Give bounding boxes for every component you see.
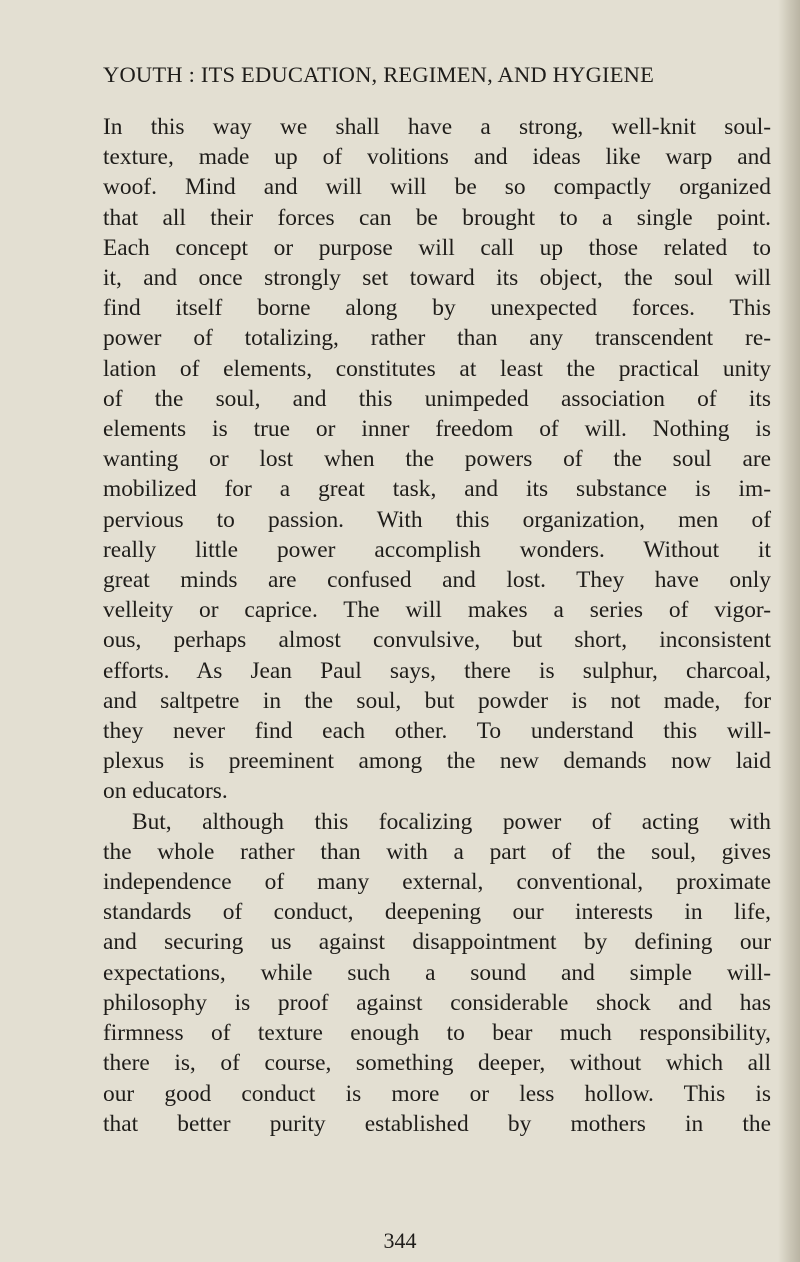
running-head: YOUTH : ITS EDUCATION, REGIMEN, AND HYGIENE: [103, 62, 655, 87]
text-line: of the soul, and this unimpeded association of its: [103, 385, 771, 412]
text-line: ous, perhaps almost convulsive, but short, inconsistent: [103, 627, 771, 654]
text-line: they never find each other. To understand this will-: [103, 718, 771, 745]
text-line: woof. Mind and will will be so compactly organized: [103, 174, 771, 201]
text-line: that better purity established by mothers in the: [103, 1110, 771, 1137]
text-line: In this way we shall have a strong, well-knit soul-: [103, 114, 771, 140]
text-line: mobilized for a great task, and its substance is im-: [103, 476, 771, 503]
text-line: great minds are confused and lost. They have only: [103, 567, 771, 594]
text-line: and securing us against disappointment by defining our: [103, 929, 771, 956]
text-line: But, although this focalizing power of acting with: [132, 808, 771, 835]
text-line: efforts. As Jean Paul says, there is sulphur, charcoal,: [103, 657, 771, 684]
text-line: firmness of texture enough to bear much responsibility,: [103, 1020, 771, 1047]
text-line: that all their forces can be brought to a single point.: [103, 204, 771, 231]
text-line: our good conduct is more or less hollow. This is: [103, 1080, 771, 1107]
text-line: Each concept or purpose will call up those related to: [103, 234, 771, 261]
text-line: elements is true or inner freedom of will. Nothing is: [103, 416, 771, 443]
text-line: independence of many external, conventional, proximate: [103, 869, 771, 896]
text-line: velleity or caprice. The will makes a series of vigor-: [103, 597, 771, 624]
text-line: find itself borne along by unexpected forces. This: [103, 295, 771, 322]
text-line: plexus is preeminent among the new demands now laid: [103, 748, 771, 775]
text-line: there is, of course, something deeper, without which all: [103, 1050, 771, 1077]
page-edge-shadow: [778, 0, 800, 1262]
text-line: standards of conduct, deepening our interests in life,: [103, 899, 771, 926]
page-number: 344: [383, 1228, 417, 1253]
text-line: the whole rather than with a part of the soul, gives: [103, 838, 771, 865]
text-line: philosophy is proof against considerable shock and has: [103, 989, 771, 1016]
text-line: and saltpetre in the soul, but powder is not made, for: [103, 687, 771, 714]
text-line: it, and once strongly set toward its object, the soul will: [103, 265, 771, 292]
text-line: expectations, while such a sound and simple will-: [103, 959, 771, 986]
text-line: power of totalizing, rather than any transcendent re-: [103, 325, 771, 352]
text-line: lation of elements, constitutes at least the practical unity: [103, 355, 771, 382]
text-line: on educators.: [103, 778, 228, 805]
text-line: pervious to passion. With this organization, men of: [103, 506, 771, 533]
body-text: [103, 112, 771, 1139]
text-line: texture, made up of volitions and ideas like warp and: [103, 144, 771, 171]
text-line: really little power accomplish wonders. Without it: [103, 536, 771, 563]
text-line: wanting or lost when the powers of the soul are: [103, 446, 771, 473]
